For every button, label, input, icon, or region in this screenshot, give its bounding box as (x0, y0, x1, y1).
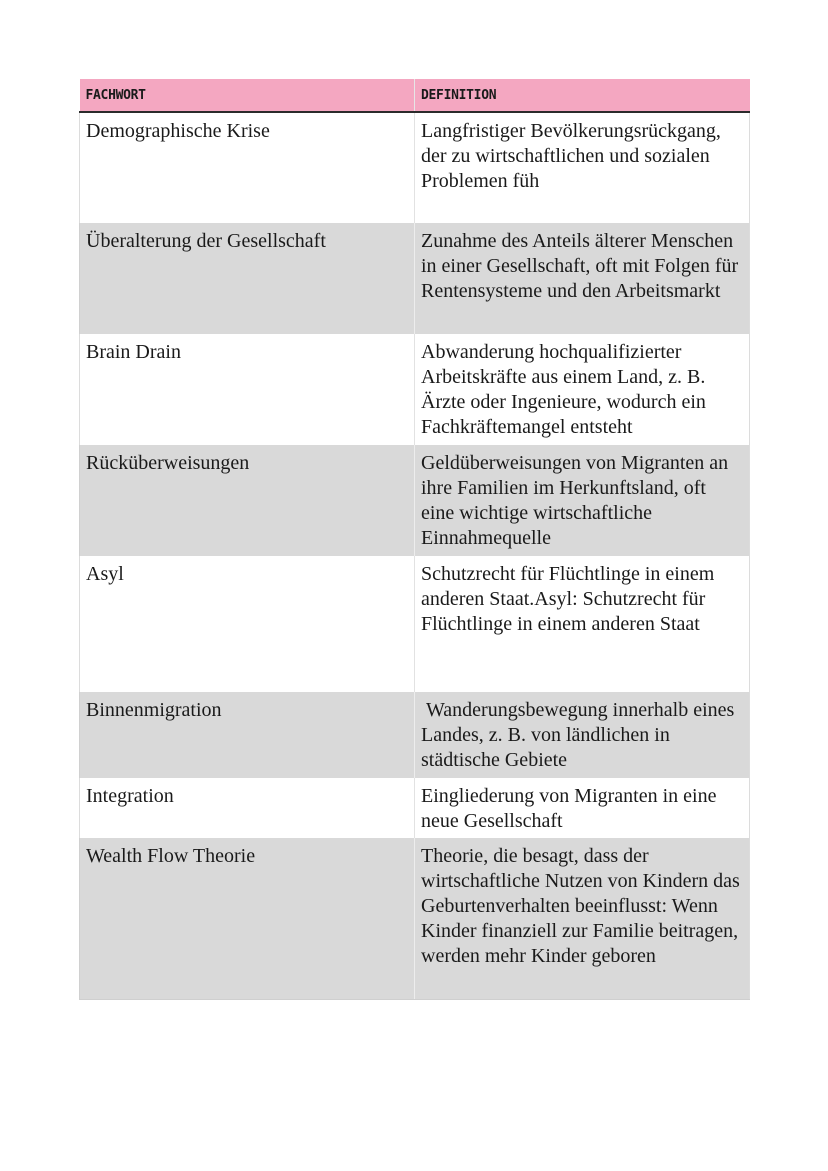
table-row (80, 334, 750, 445)
table-row (80, 556, 750, 692)
table-row (80, 112, 750, 223)
header-term: FACHWORT (80, 79, 415, 112)
definition-cell: Zunahme des Anteils älterer Menschen in einer Gesellschaft, oft mit Folgen für Rentensysteme und den Arbeitsmarkt (415, 223, 750, 334)
table-row (80, 223, 750, 334)
definition-cell: Theorie, die besagt, dass der wirtschaftliche Nutzen von Kindern das Geburtenverhalten beeinflusst: Wenn Kinder finanziell zur Familie beitragen, werden mehr Kinder geboren (415, 838, 750, 999)
definition-cell: Wanderungsbewegung innerhalb eines Landes, z. B. von ländlichen in städtische Gebiete (415, 692, 750, 778)
glossary-table (79, 79, 750, 1000)
definition-cell: Langfristiger Bevölkerungsrückgang, der zu wirtschaftlichen und sozialen Problemen füh (415, 112, 750, 223)
term-cell: Demographische Krise (80, 112, 415, 223)
table-row (80, 838, 750, 999)
term-cell: Überalterung der Gesellschaft (80, 223, 415, 334)
table-row (80, 445, 750, 556)
term-cell: Rücküberweisungen (80, 445, 415, 556)
term-cell: Binnenmigration (80, 692, 415, 778)
term-cell: Wealth Flow Theorie (80, 838, 415, 999)
header-definition: DEFINITION (415, 79, 750, 112)
definition-cell: Schutzrecht für Flüchtlinge in einem anderen Staat.Asyl: Schutzrecht für Flüchtlinge in einem anderen Staat (415, 556, 750, 692)
term-cell: Asyl (80, 556, 415, 692)
table-row (80, 778, 750, 838)
table-row (80, 692, 750, 778)
definition-cell: Eingliederung von Migranten in eine neue Gesellschaft (415, 778, 750, 838)
definition-cell: Abwanderung hochqualifizierter Arbeitskräfte aus einem Land, z. B. Ärzte oder Ingenieure, wodurch ein Fachkräftemangel entsteht (415, 334, 750, 445)
header-row (80, 79, 750, 112)
table-body (80, 112, 750, 999)
definition-cell: Geldüberweisungen von Migranten an ihre Familien im Herkunftsland, oft eine wichtige wirtschaftliche Einnahmequelle (415, 445, 750, 556)
document-page (79, 79, 749, 1000)
term-cell: Integration (80, 778, 415, 838)
table-header (80, 79, 750, 112)
term-cell: Brain Drain (80, 334, 415, 445)
